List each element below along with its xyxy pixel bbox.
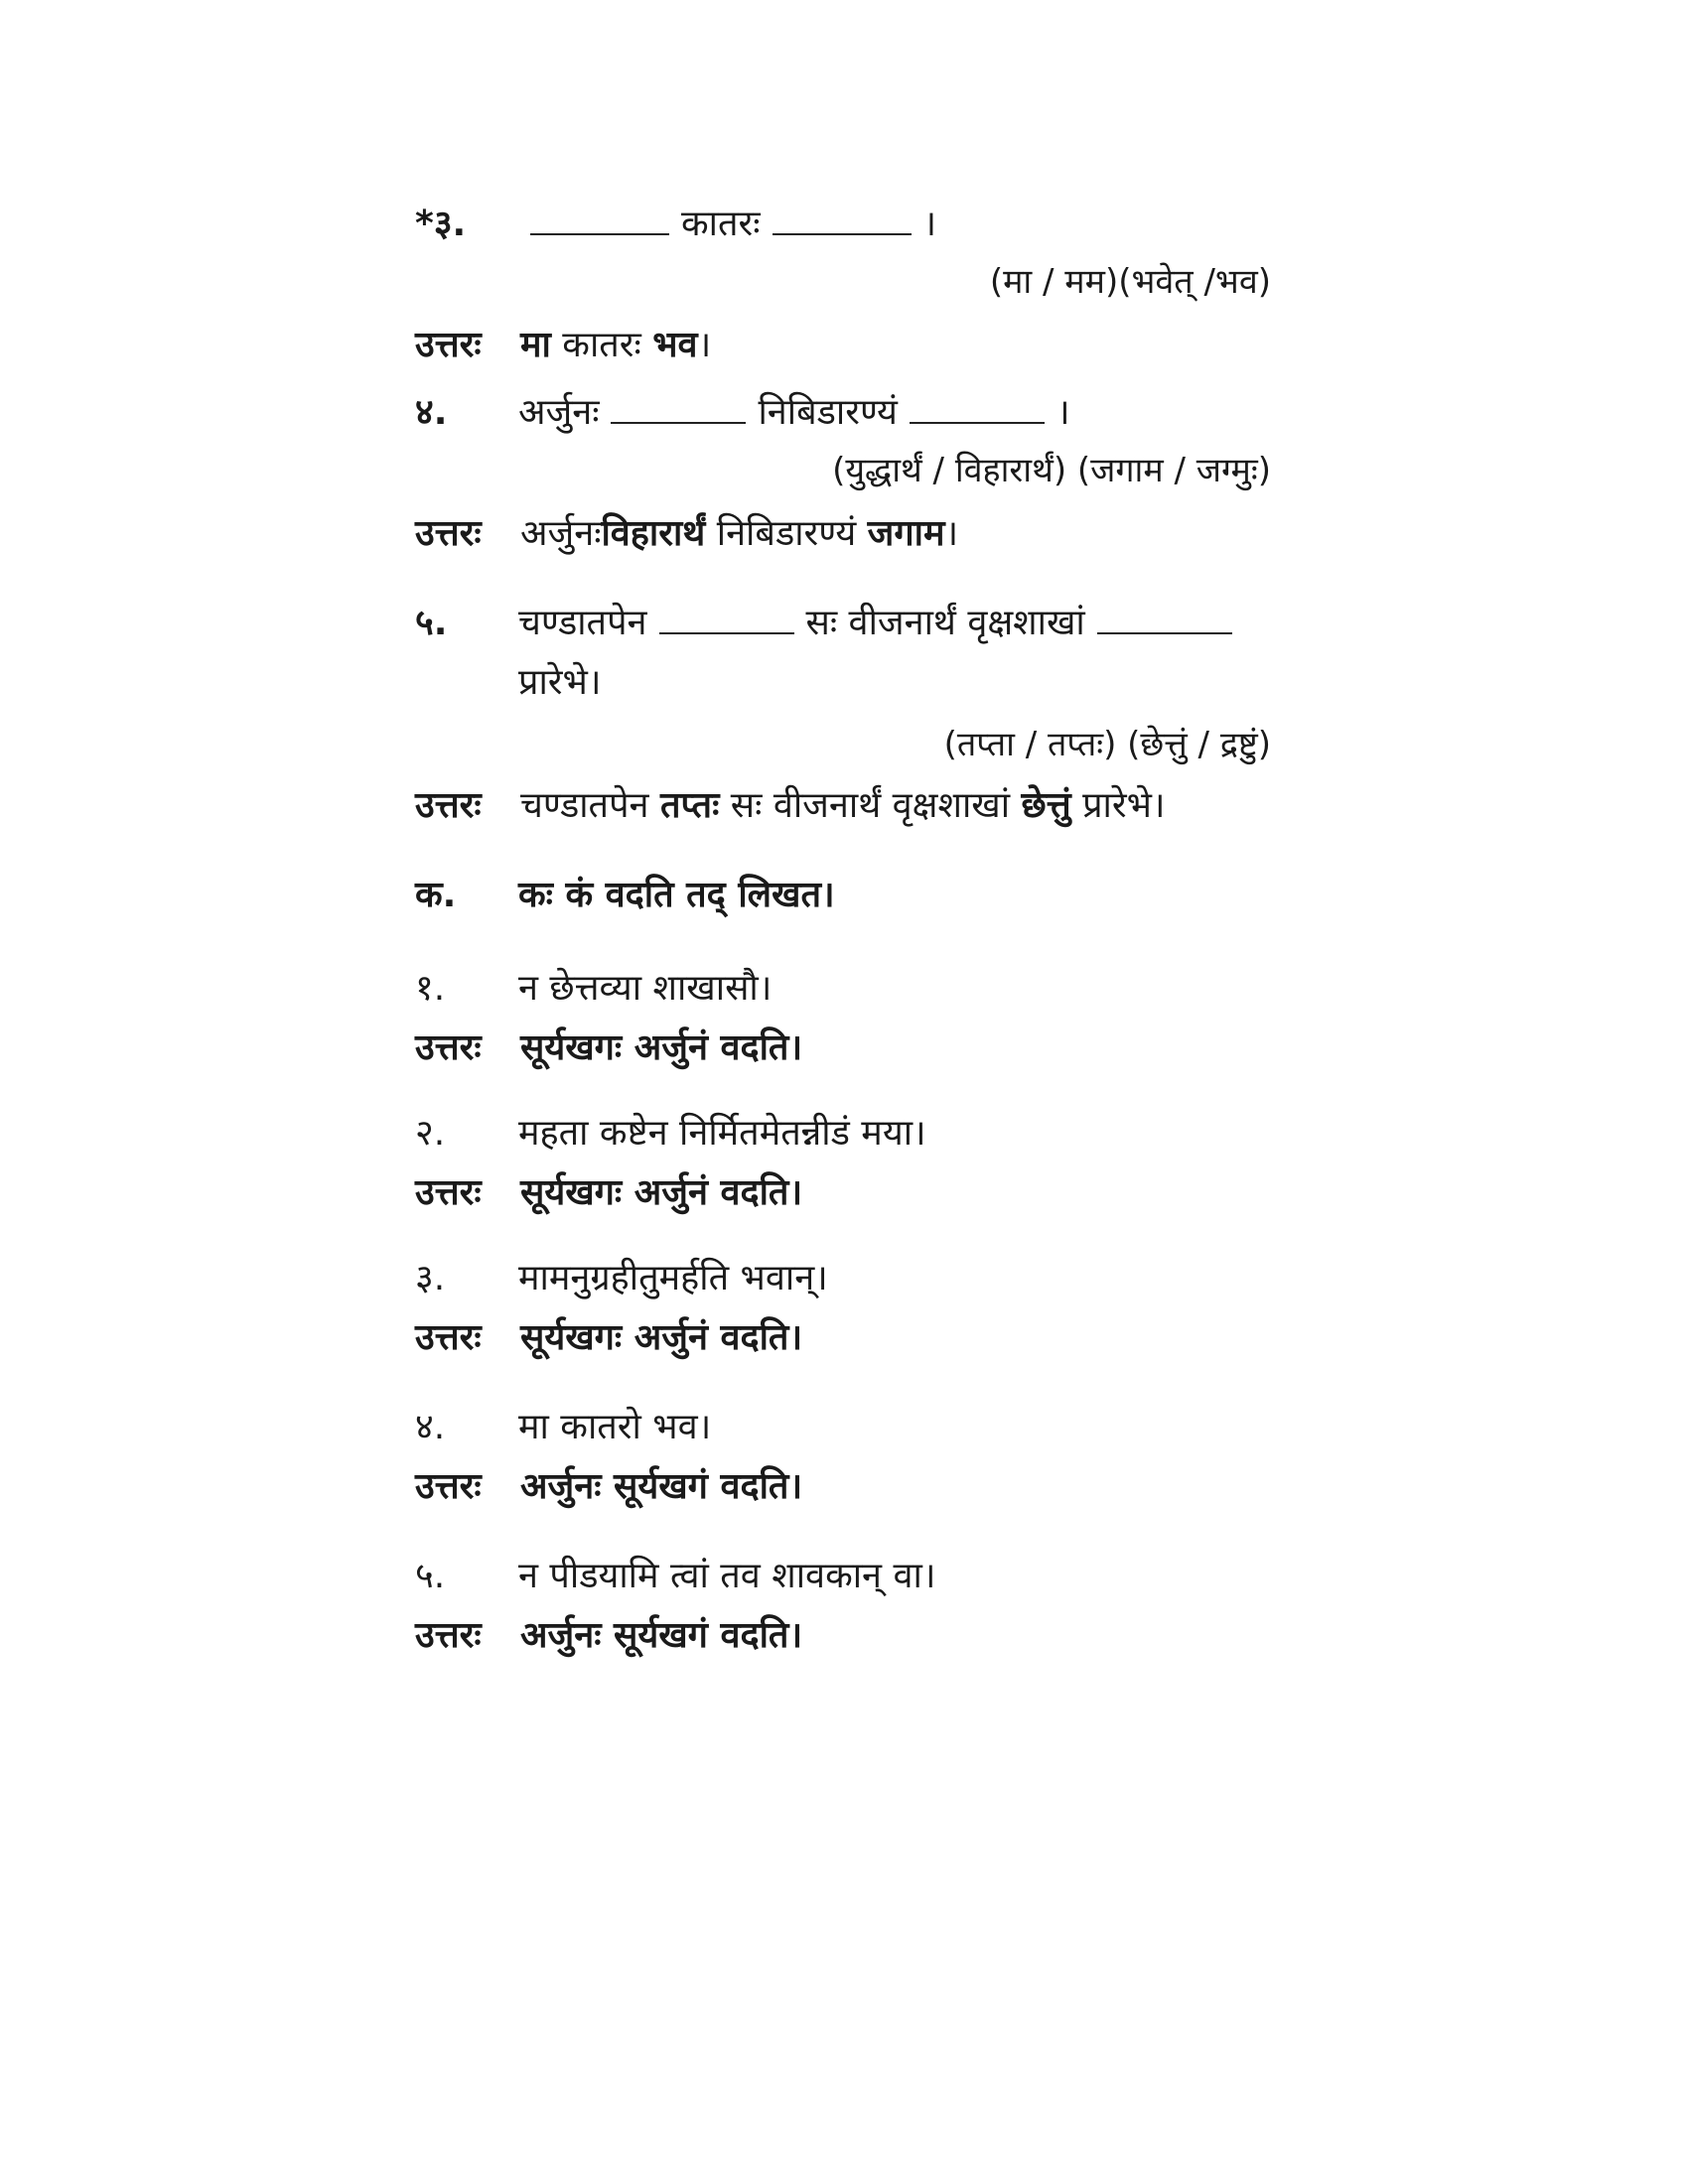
question-5 (415, 598, 1269, 649)
question-4-answer (415, 508, 1269, 560)
section-k-heading (415, 870, 1269, 921)
question-text: अर्जुनः (518, 392, 600, 433)
k-item-3 (415, 1253, 1269, 1304)
item-text: मा कातरो भव। (518, 1407, 712, 1447)
answer-text: कातरः (550, 325, 653, 365)
question-5-options: (तप्ता / तप्तः) (छेत्तुं / द्रष्टुं) (943, 725, 1271, 764)
answer-text: अर्जुनः (520, 513, 602, 554)
answer-label: उत्तरः (415, 1172, 482, 1213)
answer-text: अर्जुनः सूर्यखगं वदति। (520, 1466, 803, 1507)
answer-text: अर्जुनः सूर्यखगं वदति। (520, 1615, 803, 1656)
sentence-end: । (944, 513, 959, 554)
k-item-4 (415, 1402, 1269, 1453)
sentence-end: । (697, 325, 712, 365)
answer-text: प्रारेभे। (1070, 785, 1166, 826)
item-text: न छेत्तव्या शाखासौ। (518, 968, 773, 1009)
answer-text: चण्डातपेन (520, 785, 660, 826)
question-5-continued (415, 657, 1269, 709)
item-number: ५. (415, 1556, 446, 1596)
answer-word: छेत्तुं (1021, 785, 1071, 826)
answer-word: तप्तः (659, 785, 720, 826)
blank-1 (530, 204, 669, 235)
question-4 (415, 387, 1269, 439)
section-label: क. (415, 875, 457, 915)
sentence-end: । (1055, 392, 1070, 433)
answer-text: सूर्यखगः अर्जुनं वदति। (520, 1172, 803, 1213)
question-text: निबिडारण्यं (758, 392, 898, 433)
answer-label: उत्तरः (415, 1317, 482, 1358)
question-4-options: (युद्धार्थं / विहारार्थं) (जगाम / जग्मुः) (832, 451, 1271, 490)
question-3-options: (मा / मम)(भवेत् /भव) (989, 262, 1271, 302)
answer-word: भव (652, 325, 698, 365)
question-3 (415, 199, 1269, 250)
answer-label: उत्तरः (415, 1466, 482, 1507)
k-item-4-answer (415, 1461, 1269, 1513)
item-text: मामनुग्रहीतुमर्हति भवान्। (518, 1258, 828, 1298)
question-3-answer (415, 320, 1269, 371)
item-number: २. (415, 1113, 446, 1154)
answer-text: सूर्यखगः अर्जुनं वदति। (520, 1317, 803, 1358)
answer-word: जगाम (867, 513, 945, 554)
question-number: ४. (415, 392, 448, 433)
blank-2 (1097, 603, 1232, 634)
blank-2 (910, 392, 1045, 424)
answer-label: उत्तरः (415, 1027, 482, 1068)
k-item-1-answer (415, 1023, 1269, 1074)
k-item-5-answer (415, 1610, 1269, 1662)
answer-text: निबिडारण्यं (705, 513, 868, 554)
answer-label: उत्तरः (415, 513, 482, 554)
answer-word: मा (520, 325, 551, 365)
answer-text: सूर्यखगः अर्जुनं वदति। (520, 1027, 803, 1068)
question-text: चण्डातपेन (518, 603, 647, 643)
question-5-answer (415, 780, 1269, 832)
sentence-end: । (922, 204, 937, 244)
item-number: ३. (415, 1258, 446, 1298)
item-number: १. (415, 968, 446, 1009)
section-title: कः कं वदति तद् लिखत। (518, 875, 835, 915)
item-text: न पीडयामि त्वां तव शावकान् वा। (518, 1556, 936, 1596)
answer-label: उत्तरः (415, 1615, 482, 1656)
k-item-2-answer (415, 1167, 1269, 1219)
k-item-5 (415, 1551, 1269, 1602)
question-number: ५. (415, 603, 448, 643)
k-item-3-answer (415, 1312, 1269, 1364)
question-number: *३. (415, 204, 467, 244)
k-item-1 (415, 963, 1269, 1015)
answer-label: उत्तरः (415, 325, 482, 365)
answer-word: विहारार्थं (601, 513, 706, 554)
question-text: प्रारेभे। (518, 662, 602, 703)
answer-text: सः वीजनार्थं वृक्षशाखां (719, 785, 1022, 826)
k-item-2 (415, 1108, 1269, 1160)
question-text: कातरः (681, 204, 761, 244)
question-text: सः वीजनार्थं वृक्षशाखां (805, 603, 1085, 643)
blank-2 (773, 204, 912, 235)
blank-1 (611, 392, 746, 424)
blank-1 (659, 603, 794, 634)
item-number: ४. (415, 1407, 446, 1447)
item-text: महता कष्टेन निर्मितमेतन्नीडं मया। (518, 1113, 926, 1154)
answer-label: उत्तरः (415, 785, 482, 826)
